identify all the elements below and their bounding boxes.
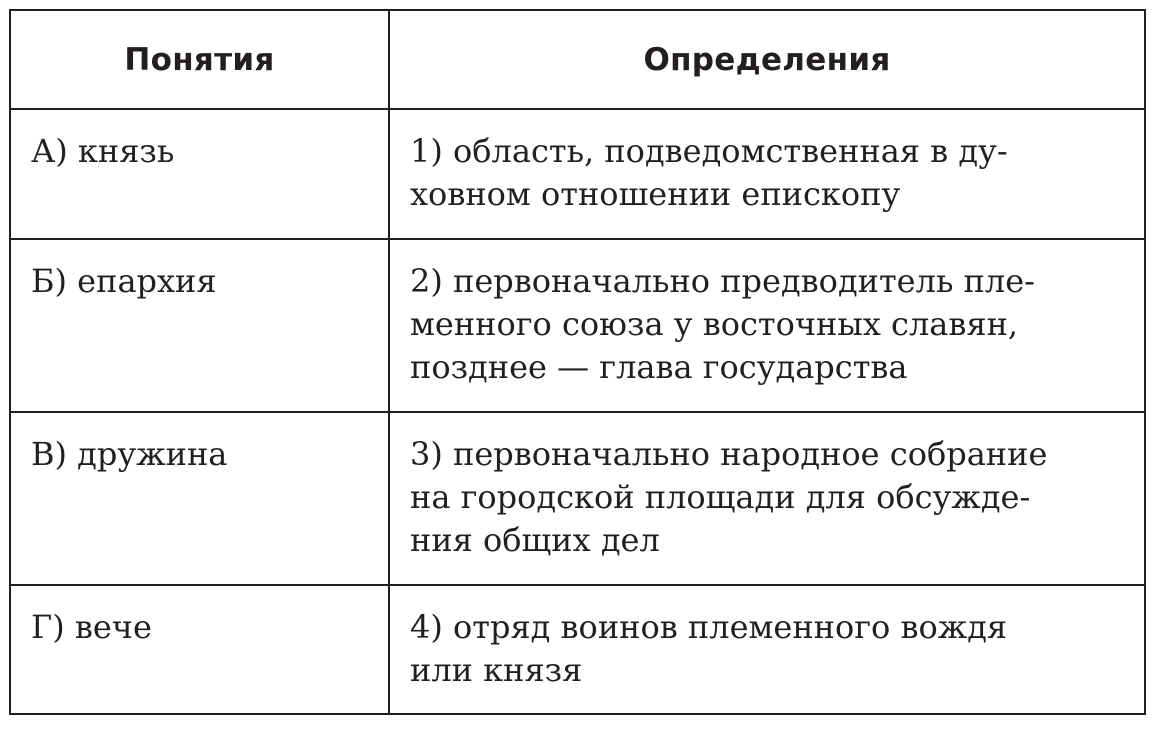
term-cell: Б) епархия xyxy=(10,239,389,412)
matching-table xyxy=(9,9,1146,715)
definition-cell xyxy=(389,412,1145,585)
definition-line: менного союза у восточных славян, xyxy=(410,305,1019,343)
table-row xyxy=(10,239,1145,412)
definitions-column-header: Определения xyxy=(389,10,1145,109)
table-row xyxy=(10,585,1145,714)
definition-cell xyxy=(389,239,1145,412)
definition-line: 4) отряд воинов племенного вождя xyxy=(410,608,1008,646)
definition-line: или князя xyxy=(410,651,583,689)
definition-line: ховном отношении епископу xyxy=(410,175,901,213)
term-cell: В) дружина xyxy=(10,412,389,585)
table-row xyxy=(10,412,1145,585)
table-row xyxy=(10,109,1145,239)
definition-line: 3) первоначально народное собрание xyxy=(410,435,1048,473)
definition-cell xyxy=(389,109,1145,239)
header-row xyxy=(10,10,1145,109)
definition-line: 2) первоначально предводитель пле- xyxy=(410,262,1035,300)
definition-line: ния общих дел xyxy=(410,521,660,559)
terms-column-header: Понятия xyxy=(10,10,389,109)
definition-line: позднее — глава государства xyxy=(410,348,908,386)
definition-cell xyxy=(389,585,1145,714)
definition-line: 1) область, подведомственная в ду- xyxy=(410,132,1008,170)
definition-line: на городской площади для обсужде- xyxy=(410,478,1031,516)
term-cell: А) князь xyxy=(10,109,389,239)
term-cell: Г) вече xyxy=(10,585,389,714)
